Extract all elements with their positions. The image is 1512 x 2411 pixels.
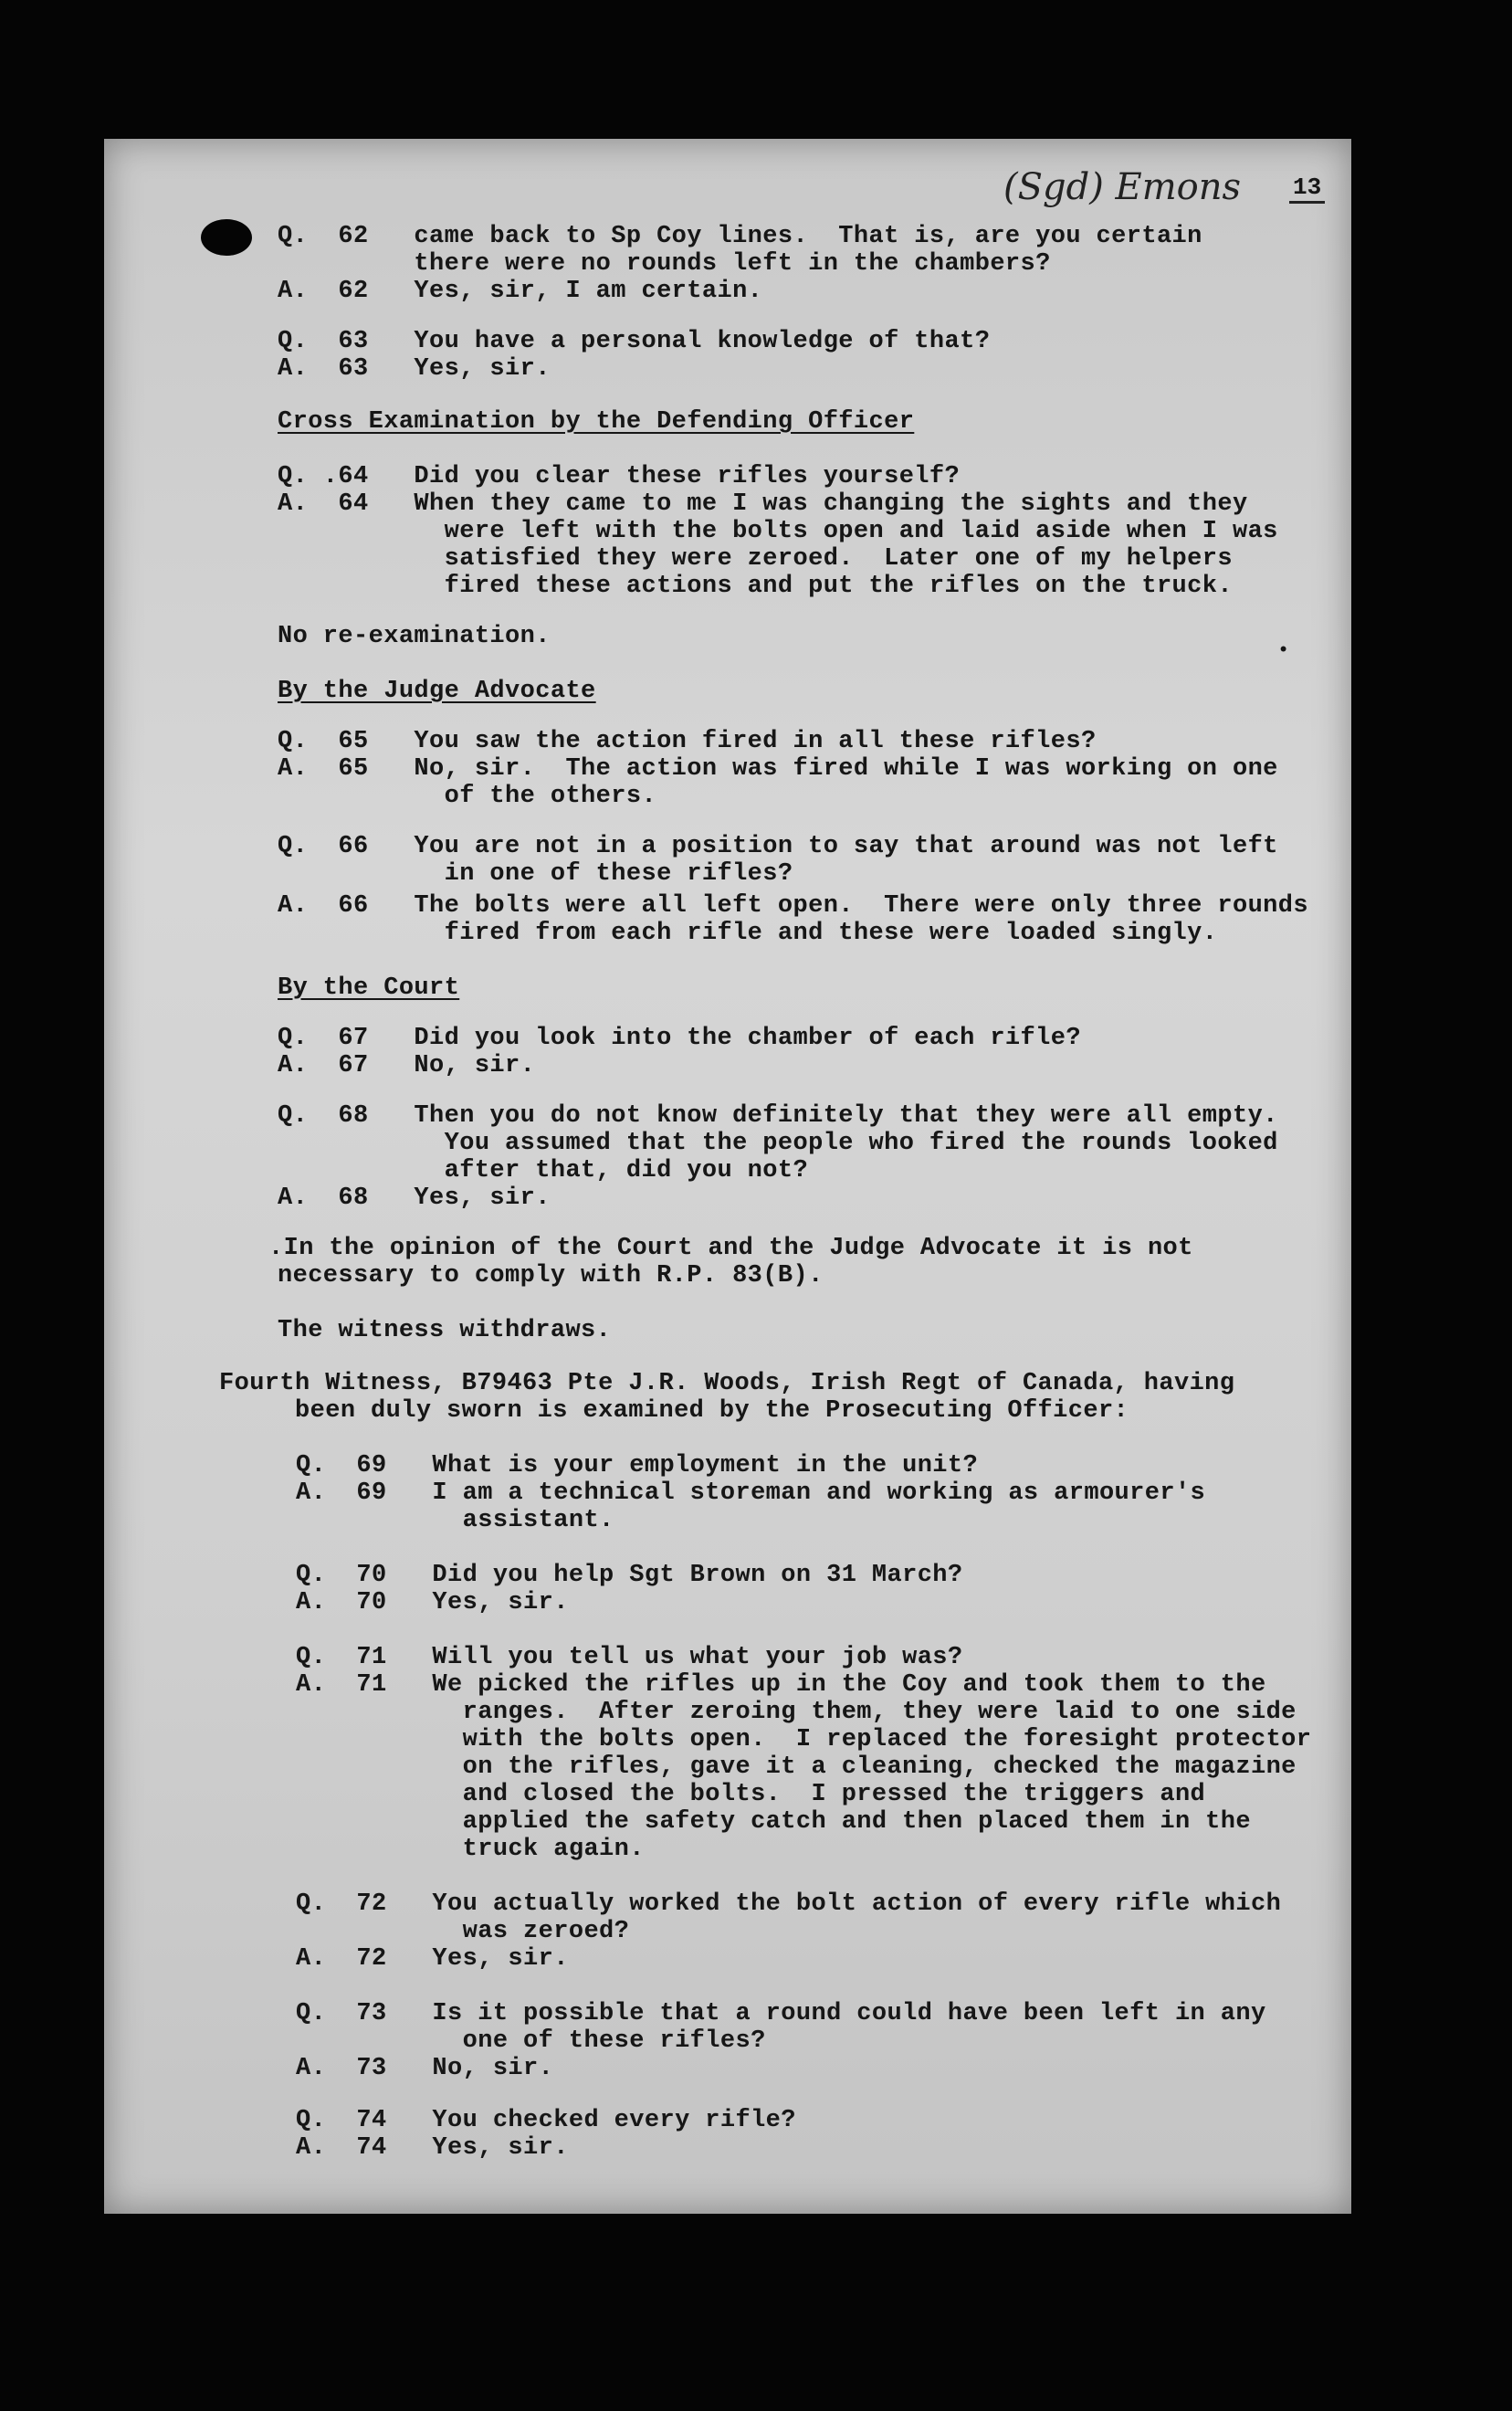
text-line: Q. 73 Is it possible that a round could have been left in any: [296, 2000, 1266, 2027]
text-line: there were no rounds left in the chambers?: [278, 250, 1051, 278]
text-line: necessary to comply with R.P. 83(B).: [278, 1262, 824, 1290]
text-line: was zeroed?: [296, 1918, 630, 1945]
text-line: of the others.: [278, 783, 657, 810]
text-line: .In the opinion of the Court and the Judge Advocate it is not: [268, 1235, 1193, 1262]
section-heading: By the Judge Advocate: [278, 678, 596, 705]
text-line: Q. 66 You are not in a position to say that around was not left: [278, 833, 1278, 860]
text-line: were left with the bolts open and laid aside when I was: [278, 518, 1278, 545]
text-line: A. 68 Yes, sir.: [278, 1184, 551, 1212]
text-line: truck again.: [296, 1836, 645, 1863]
text-line: A. 70 Yes, sir.: [296, 1589, 569, 1616]
text-line: A. 71 We picked the rifles up in the Coy and took them to the: [296, 1671, 1266, 1699]
page-number: 13: [1289, 174, 1325, 204]
text-line: ranges. After zeroing them, they were laid to one side: [296, 1699, 1297, 1726]
section-heading: Cross Examination by the Defending Officer: [278, 408, 915, 436]
text-line: A. 62 Yes, sir, I am certain.: [278, 278, 763, 305]
text-line: on the rifles, gave it a cleaning, checked the magazine: [296, 1753, 1297, 1781]
text-line: fired from each rifle and these were loaded singly.: [278, 920, 1218, 947]
text-line: A. 74 Yes, sir.: [296, 2134, 569, 2162]
text-line: been duly sworn is examined by the Prosecuting Officer:: [219, 1397, 1129, 1425]
text-line: Fourth Witness, B79463 Pte J.R. Woods, Irish Regt of Canada, having: [219, 1370, 1235, 1397]
text-line: A. 69 I am a technical storeman and working as armourer's: [296, 1479, 1206, 1507]
ink-blot: [201, 219, 252, 256]
text-line: Q. .64 Did you clear these rifles yourself?: [278, 463, 961, 490]
text-line: Q. 63 You have a personal knowledge of that?: [278, 328, 991, 355]
text-line: A. 64 When they came to me I was changing the sights and they: [278, 490, 1248, 518]
text-line: No re-examination.: [278, 623, 551, 650]
text-line: Q. 72 You actually worked the bolt action of every rifle which: [296, 1890, 1282, 1918]
text-line: Q. 62 came back to Sp Coy lines. That is, are you certain: [278, 223, 1202, 250]
text-line: after that, did you not?: [278, 1157, 809, 1184]
text-line: assistant.: [296, 1507, 614, 1534]
text-line: Q. 69 What is your employment in the unit?: [296, 1452, 979, 1479]
text-line: The witness withdraws.: [278, 1317, 612, 1344]
section-heading: By the Court: [278, 974, 460, 1002]
text-line: Q. 68 Then you do not know definitely that they were all empty.: [278, 1102, 1278, 1130]
document-page: [104, 139, 1351, 2214]
text-line: satisfied they were zeroed. Later one of my helpers: [278, 545, 1233, 573]
text-line: with the bolts open. I replaced the foresight protector: [296, 1726, 1312, 1753]
text-line: A. 63 Yes, sir.: [278, 355, 551, 383]
text-line: A. 67 No, sir.: [278, 1052, 536, 1079]
stray-mark: •: [1277, 639, 1290, 662]
handwritten-signature-note: (Sgd) Emons: [1003, 166, 1242, 208]
text-line: Q. 70 Did you help Sgt Brown on 31 March?: [296, 1562, 963, 1589]
text-line: in one of these rifles?: [278, 860, 793, 888]
text-line: one of these rifles?: [296, 2027, 766, 2055]
text-line: A. 73 No, sir.: [296, 2055, 554, 2082]
text-line: A. 72 Yes, sir.: [296, 1945, 569, 1973]
text-line: applied the safety catch and then placed them in the: [296, 1808, 1251, 1836]
text-line: Q. 65 You saw the action fired in all these rifles?: [278, 728, 1097, 755]
text-line: A. 65 No, sir. The action was fired while I was working on one: [278, 755, 1278, 783]
text-line: Q. 71 Will you tell us what your job was?: [296, 1644, 963, 1671]
text-line: fired these actions and put the rifles on the truck.: [278, 573, 1233, 600]
text-line: and closed the bolts. I pressed the triggers and: [296, 1781, 1206, 1808]
text-line: Q. 67 Did you look into the chamber of each rifle?: [278, 1025, 1081, 1052]
text-line: A. 66 The bolts were all left open. There were only three rounds: [278, 892, 1308, 920]
text-line: Q. 74 You checked every rifle?: [296, 2107, 796, 2134]
text-line: You assumed that the people who fired the rounds looked: [278, 1130, 1278, 1157]
